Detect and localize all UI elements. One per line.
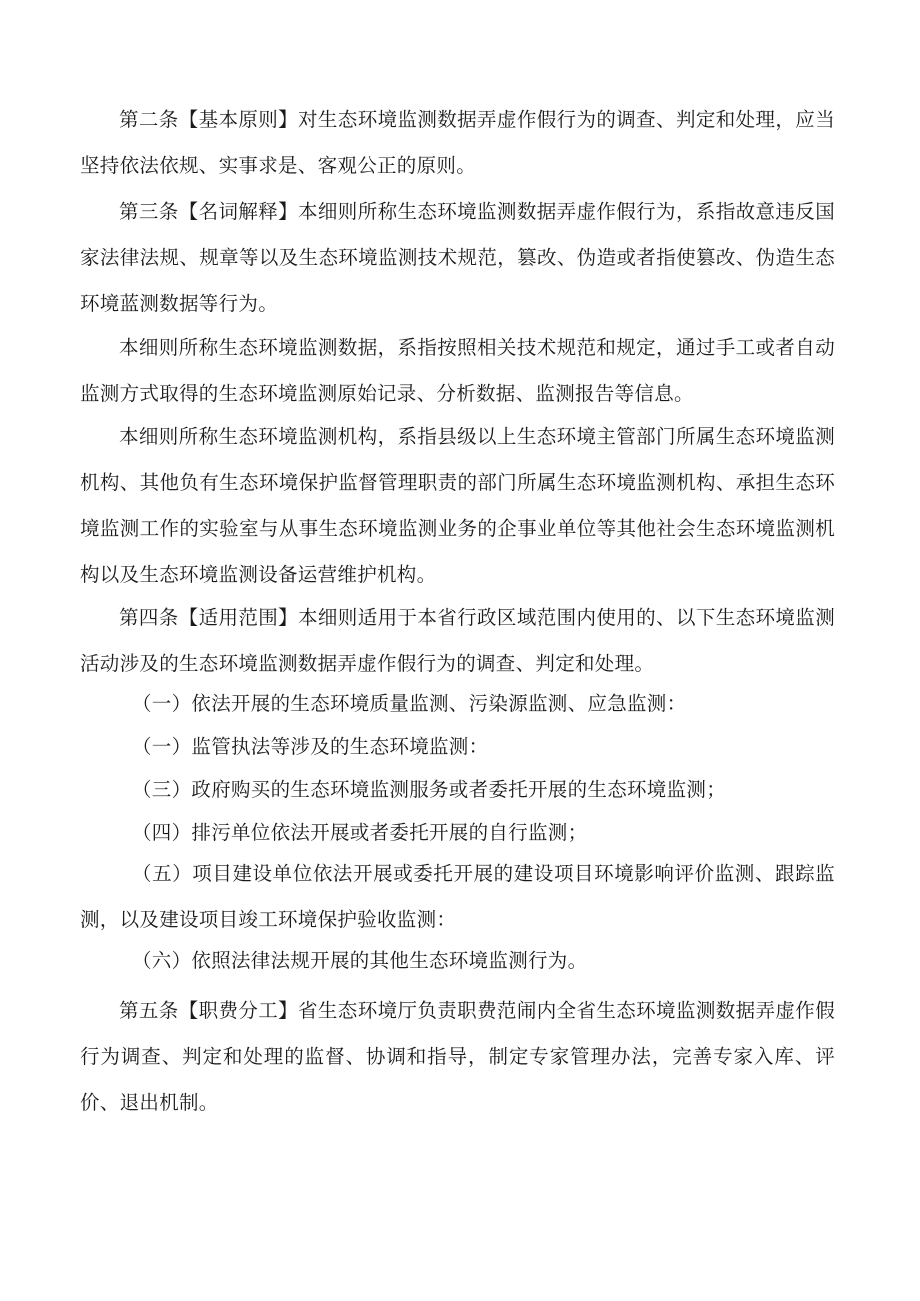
article-4-scope: 第四条【适用范围】本细则适用于本省行政区域范围内使用的、以下生态环境监测活动涉及的生态环境监测数据弄虚作假行为的调查、判定和处理。: [80, 606, 835, 675]
definition-monitoring-data: 本细则所称生态环境监测数据，系指按照相关技术规范和规定，通过手工或者自动监测方式取得的生态环境监测原始记录、分析数据、监测报告等信息。: [80, 336, 835, 405]
scope-item-2: （一）监管执法等涉及的生态环境监测：: [132, 735, 489, 758]
scope-item-4: （四）排污单位依法开展或者委托开展的自行监测；: [132, 821, 588, 844]
scope-item-6: （六）依照法律法规开展的其他生态环境监测行为。: [132, 949, 588, 972]
scope-item-3: （三）政府购买的生态环境监测服务或者委托开展的生态环境监测；: [132, 778, 727, 801]
article-3-definitions: 第三条【名词解释】本细则所称生态环境监测数据弄虚作假行为，系指故意违反国家法律法规、规章等以及生态环境监测技术规范，篡改、伪造或者指使篡改、伪造生态环境蓝测数据等行为。: [80, 200, 835, 315]
scope-item-5: （五）项目建设单位依法开展或委托开展的建设项目环境影响评价监测、跟踪监测，以及建设项目竣工环境保护验收监测：: [80, 862, 835, 931]
article-5-division-of-duties: 第五条【职费分工】省生态环境厅负责职费范闹内全省生态环境监测数据弄虚作假行为调查、判定和处理的监督、协调和指导，制定专家管理办法，完善专家入库、评价、退出机制。: [80, 999, 835, 1114]
scope-item-1: （一）依法开展的生态环境质量监测、污染源监测、应急监测：: [132, 692, 687, 715]
definition-monitoring-agency: 本细则所称生态环境监测机构，系指县级以上生态环境主管部门所属生态环境监测机构、其他负有生态环境保护监督管理职责的部门所属生态环境监测机构、承担生态环境监测工作的实验室与从事生态环境监测业务的企事业单位等其他社会生态环境监测机构以及生态环境监测设备运营维护机构。: [80, 425, 835, 586]
article-2-basic-principles: 第二条【基本原则】对生态环境监测数据弄虚作假行为的调查、判定和处理，应当坚持依法依规、实事求是、客观公正的原则。: [80, 108, 835, 177]
